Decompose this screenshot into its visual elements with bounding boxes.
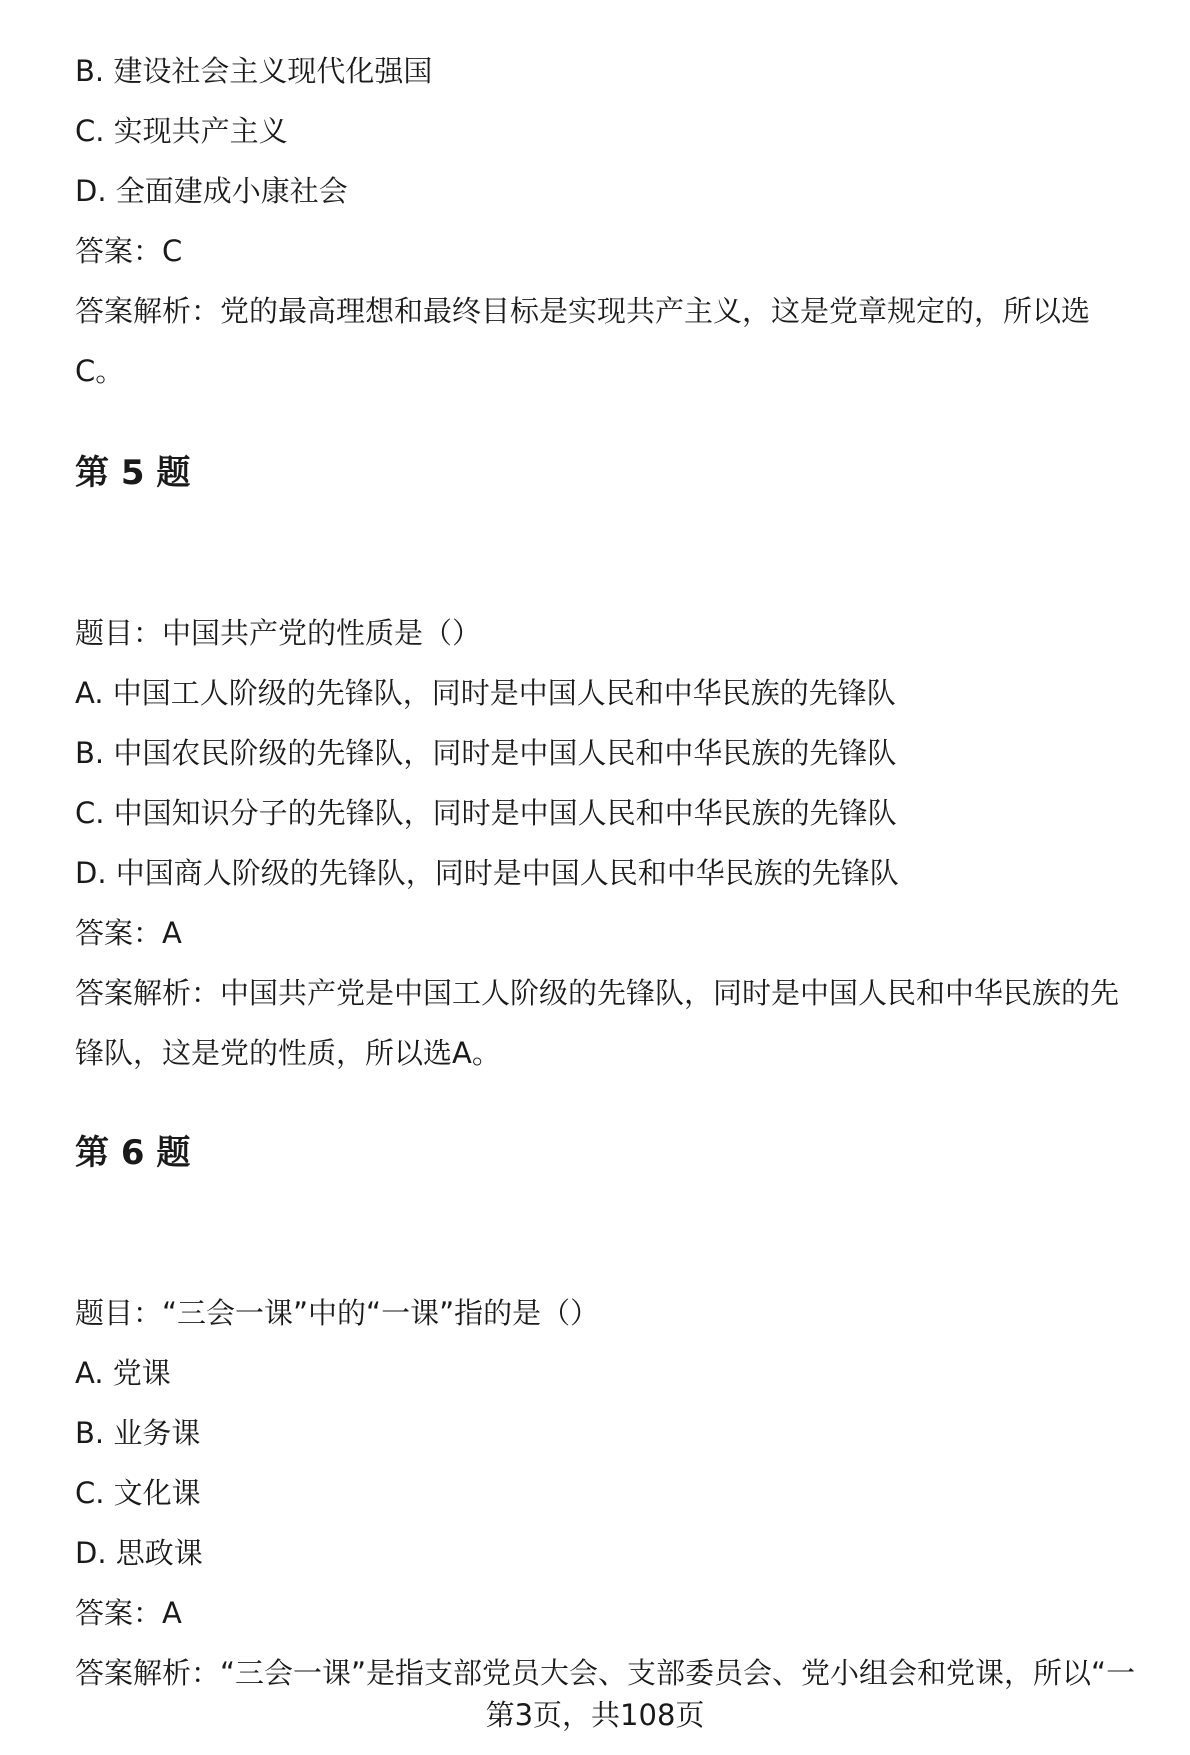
q4-option-d: D. 全面建成小康社会 <box>75 174 348 208</box>
q5-answer: 答案：A <box>75 916 182 950</box>
q6-analysis-line1: 答案解析：“三会一课”是指支部党员大会、支部委员会、党小组会和党课，所以“一 <box>75 1656 1136 1690</box>
q4-answer: 答案：C <box>75 234 183 268</box>
q6-option-d: D. 思政课 <box>75 1536 203 1570</box>
q5-option-c: C. 中国知识分子的先锋队，同时是中国人民和中华民族的先锋队 <box>75 796 897 830</box>
q5-option-b: B. 中国农民阶级的先锋队，同时是中国人民和中华民族的先锋队 <box>75 736 897 770</box>
q4-option-b: B. 建设社会主义现代化强国 <box>75 54 433 88</box>
q6-option-c: C. 文化课 <box>75 1476 201 1510</box>
q5-option-d: D. 中国商人阶级的先锋队，同时是中国人民和中华民族的先锋队 <box>75 856 899 890</box>
q5-analysis-line1: 答案解析：中国共产党是中国工人阶级的先锋队，同时是中国人民和中华民族的先 <box>75 976 1120 1010</box>
q5-question: 题目：中国共产党的性质是（） <box>75 616 482 650</box>
q6-question: 题目：“三会一课”中的“一课”指的是（） <box>75 1296 600 1330</box>
q4-analysis-line2: C。 <box>75 354 125 388</box>
q6-option-a: A. 党课 <box>75 1356 171 1390</box>
q5-option-a: A. 中国工人阶级的先锋队，同时是中国人民和中华民族的先锋队 <box>75 676 896 710</box>
q6-option-b: B. 业务课 <box>75 1416 201 1450</box>
q6-heading: 第 6 题 <box>75 1133 191 1173</box>
q5-heading: 第 5 题 <box>75 453 191 493</box>
q6-answer: 答案：A <box>75 1596 182 1630</box>
page-number: 第3页，共108页 <box>485 1698 705 1732</box>
q5-analysis-line2: 锋队，这是党的性质，所以选A。 <box>75 1036 501 1070</box>
q4-option-c: C. 实现共产主义 <box>75 114 288 148</box>
q4-analysis-line1: 答案解析：党的最高理想和最终目标是实现共产主义，这是党章规定的，所以选 <box>75 294 1091 328</box>
